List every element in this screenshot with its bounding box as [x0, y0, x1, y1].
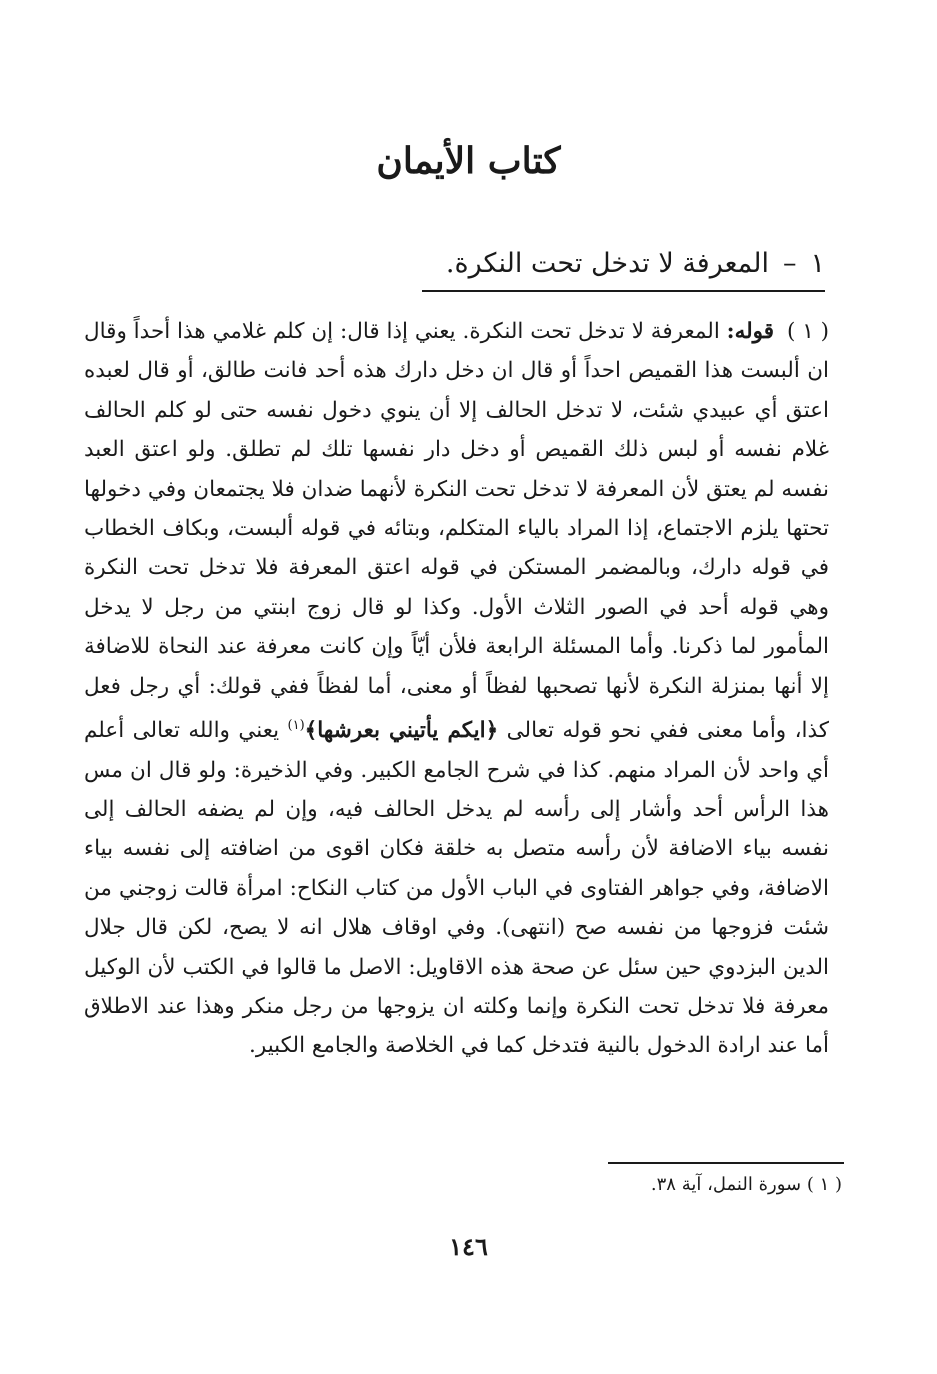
- commentary-text-part-1: المعرفة لا تدخل تحت النكرة. يعني إذا قال: إن كلم غلامي هذا أحداً وقال ان ألبست هذا القميص احداً أو قال ان دخل دارك هذه أحد فانت طالق، أو قال لعبده اعتق أي عبيدي شئت، لا تدخل الحالف إلا أن ينوي دخول نفسه حتى لو كلم الحالف غلام نفسه أو لبس ذلك القميص أو دخل دار نفسها تلك لم تطلق. ولو اعتق العبد نفسه لم يعتق لأن المعرفة لا تدخل تحت النكرة لأنهما ضدان فلا يجتمعان وفي دخولها تحتها يلزم الاجتماع، إذا المراد بالياء المتكلم، وبتائه في قوله ألبست، وبكاف الخطاب في قوله دارك، وبالمضمر المستكن في قوله اعتق المعرفة فلا تدخل تحت النكرة وهي قوله أحد في الصور الثلاث الأول. وكذا لو قال زوج ابنتي من رجل لا يدخل المأمور لما ذكرنا. وأما المسئلة الرابعة فلأن أيّاً وإن كانت معرفة عند النحاة للاضافة إلا أنها بمنزلة النكرة لأنها تصحبها لفظاً أو معنى، أما لفظاً ففي قولك: أي رجل فعل كذا، وأما معنى ففي نحو قوله تعالى: [84, 319, 830, 744]
- quran-quote: ﴿ايكم يأتيني بعرشها﴾: [304, 718, 499, 744]
- footnote: [540, 1174, 842, 1195]
- lead-word: قوله:: [726, 319, 775, 344]
- footnote-marker: ( ١ ): [806, 1174, 842, 1195]
- footnote-text: سورة النمل، آية ٣٨.: [650, 1174, 802, 1195]
- footnote-divider: [608, 1162, 844, 1164]
- commentary-text-part-2: يعني والله تعالى أعلم أي واحد لأن المراد منهم. كذا في شرح الجامع الكبير. وفي الذخيرة: ولو قال ان مس هذا الرأس أحد وأشار إلى رأسه لم يدخل الحالف فيه، وإن لم يضفه الحالف إلى نفسه بياء الاضافة لأن رأسه متصل به خلقة فكان اقوى من اضافته إلى نفسه بياء الاضافة، وفي جواهر الفتاوى في الباب الأول من كتاب النكاح: امرأة قالت زوجني من شئت فزوجها من نفسه صح (انتهى). وفي اوقاف هلال انه لا يصح، لكن قال جلال الدين البزدوي حين سئل عن صحة هذه الاقاويل: الاصل ما قالوا في الكتب لأن الوكيل معرفة فلا تدخل تحت النكرة وإنما وكلته ان يزوجها من رجل منكر وهذا عند الاطلاق أما عند ارادة الدخول بالنية فتدخل كما في الخلاصة والجامع الكبير.: [84, 718, 829, 1059]
- footnote-reference: (١): [287, 718, 305, 734]
- heading-underline: [422, 290, 825, 292]
- rule-dash: –: [782, 248, 797, 279]
- commentary-body: [84, 312, 829, 1066]
- book-title: كتاب الأيمان: [376, 140, 561, 182]
- rule-heading: [415, 248, 825, 279]
- paragraph-marker: ( ١ ): [786, 319, 829, 344]
- rule-number: ١: [810, 248, 825, 279]
- page-number: ١٤٦: [449, 1232, 488, 1261]
- rule-text: المعرفة لا تدخل تحت النكرة.: [445, 248, 769, 279]
